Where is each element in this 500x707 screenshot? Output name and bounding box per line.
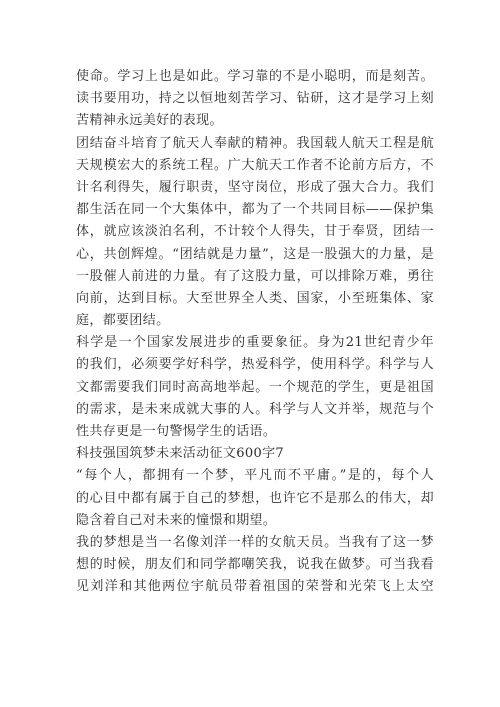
text-line: 科学是一个国家发展进步的重要象征。身为21世纪青少年 [76,335,434,351]
text-line: 庭，都要团结。 [76,313,170,329]
text-line: 性共存更是一句警惕学生的话语。 [76,424,277,439]
text-line: 的需求，是未来成就大事的人。科学与人文并举，规范与个 [76,401,434,417]
text-line: 心，共创辉煌。“团结就是力量”，这是一股强大的力量，是 [76,246,434,262]
text-line: 的我们，必须要学好科学，热爱科学，使用科学。科学与人 [76,357,434,373]
text-line: 见刘洋和其他两位宇航员带着祖国的荣誉和光荣飞上太空 [76,579,434,595]
text-line: 使命。学习上也是如此。学习靠的不是小聪明，而是刻苦。 [76,69,434,84]
text-line: “每个人，都拥有一个梦，平凡而不平庸。”是的，每个人 [76,468,434,484]
text-line: 的心目中都有属于自己的梦想，也许它不是那么的伟大，却 [76,490,434,506]
text-line: 隐含着自己对未来的憧憬和期望。 [76,512,277,528]
essay-title-line: 科技强国筑梦未来活动征文600字7 [76,446,285,462]
text-line: 都生活在同一个大集体中，都为了一个共同目标——保护集 [76,202,434,218]
text-line: 我的梦想是当一名像刘洋一样的女航天员。当我有了这一梦 [76,534,434,550]
text-line: 想的时候，朋友们和同学都嘲笑我，说我在做梦。可当我看 [76,557,434,573]
text-line: 苦精神永远美好的表现。 [76,113,223,129]
text-line: 向前，达到目标。大至世界全人类、国家，小至班集体、家 [76,290,434,306]
text-line: 计名利得失，履行职责，坚守岗位，形成了强大合力。我们 [76,179,434,195]
text-line: 体，就应该淡泊名利，不计较个人得失，甘于奉贤，团结一 [76,224,434,240]
text-line: 文都需要我们同时高高地举起。一个规范的学生，更是祖国 [76,379,434,395]
text-line: 读书要用功，持之以恒地刻苦学习、钻研，这才是学习上刻 [76,91,434,107]
text-line: 天规模宏大的系统工程。广大航天工作者不论前方后方，不 [76,157,434,173]
text-line: 一股催人前进的力量。有了这股力量，可以排除万难，勇往 [76,268,434,284]
document-body [76,66,436,599]
text-line: 团结奋斗培育了航天人奉献的精神。我国载人航天工程是航 [76,135,434,151]
